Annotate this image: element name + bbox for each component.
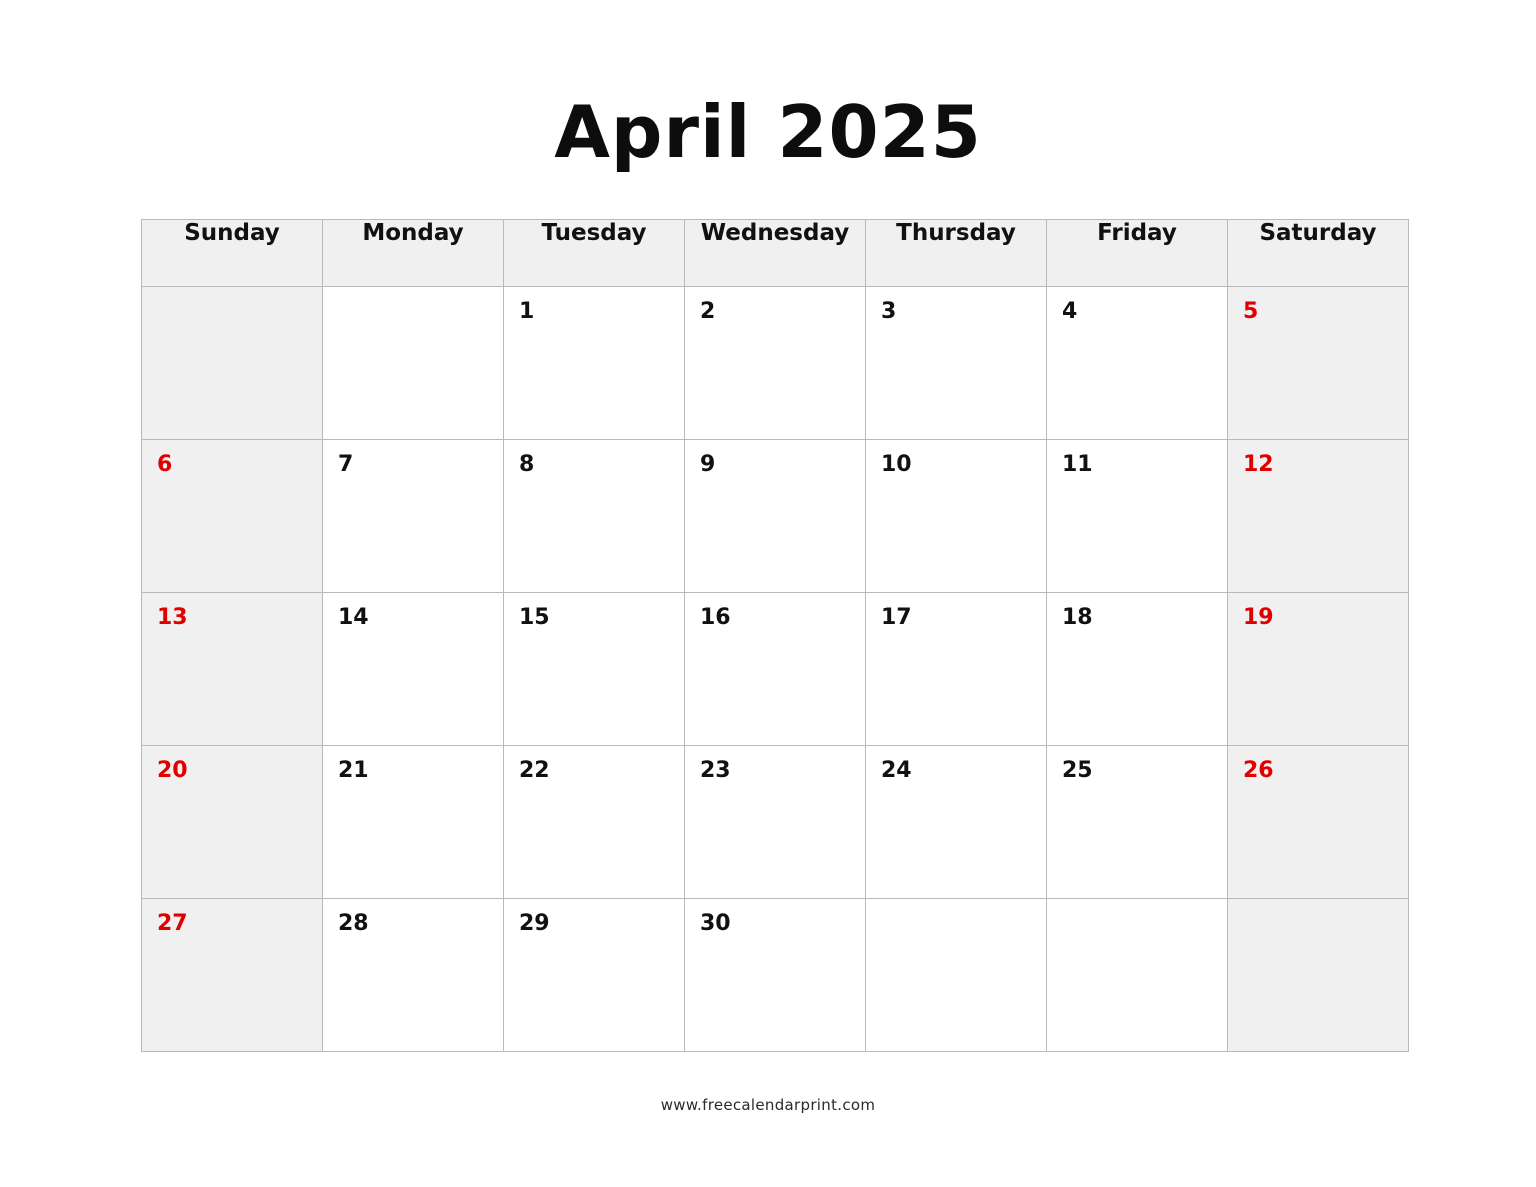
day-cell[interactable] (685, 440, 866, 593)
day-number: 25 (1062, 758, 1093, 783)
day-number: 6 (157, 452, 173, 477)
day-number: 22 (519, 758, 550, 783)
day-cell[interactable] (504, 593, 685, 746)
weekday-header-row (142, 220, 1409, 287)
day-number: 8 (519, 452, 535, 477)
weekday-header-saturday: Saturday (1228, 220, 1409, 287)
day-cell[interactable] (1047, 440, 1228, 593)
day-number: 30 (700, 911, 731, 936)
calendar-container (141, 219, 1409, 1052)
day-number: 27 (157, 911, 188, 936)
day-number: 5 (1243, 299, 1259, 324)
weekday-header-monday: Monday (323, 220, 504, 287)
day-cell[interactable] (323, 440, 504, 593)
day-cell[interactable] (685, 746, 866, 899)
weekday-header-sunday: Sunday (142, 220, 323, 287)
day-cell[interactable] (142, 593, 323, 746)
day-number: 14 (338, 605, 369, 630)
day-number: 7 (338, 452, 354, 477)
day-cell[interactable] (1228, 899, 1409, 1052)
day-cell[interactable] (504, 440, 685, 593)
footer-credit: www.freecalendarprint.com (660, 1096, 876, 1114)
day-cell[interactable] (1228, 440, 1409, 593)
day-cell[interactable] (1228, 593, 1409, 746)
day-number: 15 (519, 605, 550, 630)
day-cell[interactable] (1047, 593, 1228, 746)
day-number: 26 (1243, 758, 1274, 783)
day-number: 13 (157, 605, 188, 630)
day-cell[interactable] (866, 593, 1047, 746)
day-cell[interactable] (142, 440, 323, 593)
day-number: 23 (700, 758, 731, 783)
day-cell[interactable] (866, 746, 1047, 899)
weekday-header-tuesday: Tuesday (504, 220, 685, 287)
day-cell[interactable] (1047, 287, 1228, 440)
day-number: 4 (1062, 299, 1078, 324)
weekday-header-wednesday: Wednesday (685, 220, 866, 287)
day-number: 11 (1062, 452, 1093, 477)
day-number: 21 (338, 758, 369, 783)
day-cell[interactable] (504, 899, 685, 1052)
day-number: 12 (1243, 452, 1274, 477)
day-cell[interactable] (866, 899, 1047, 1052)
weekday-header-friday: Friday (1047, 220, 1228, 287)
day-number: 28 (338, 911, 369, 936)
week-row (142, 593, 1409, 746)
day-cell[interactable] (142, 899, 323, 1052)
day-cell[interactable] (504, 287, 685, 440)
day-cell[interactable] (323, 287, 504, 440)
day-cell[interactable] (142, 287, 323, 440)
day-cell[interactable] (866, 440, 1047, 593)
day-cell[interactable] (1228, 746, 1409, 899)
day-number: 18 (1062, 605, 1093, 630)
day-number: 20 (157, 758, 188, 783)
day-cell[interactable] (685, 899, 866, 1052)
day-cell[interactable] (685, 287, 866, 440)
week-row (142, 746, 1409, 899)
day-cell[interactable] (1047, 899, 1228, 1052)
day-cell[interactable] (142, 746, 323, 899)
day-number: 29 (519, 911, 550, 936)
day-cell[interactable] (504, 746, 685, 899)
day-cell[interactable] (323, 593, 504, 746)
day-number: 17 (881, 605, 912, 630)
day-number: 10 (881, 452, 912, 477)
weekday-header-thursday: Thursday (866, 220, 1047, 287)
month-grid (141, 219, 1409, 1052)
week-row (142, 899, 1409, 1052)
day-number: 1 (519, 299, 535, 324)
day-cell[interactable] (866, 287, 1047, 440)
day-number: 2 (700, 299, 716, 324)
page-title: April 2025 (554, 90, 982, 174)
day-number: 9 (700, 452, 716, 477)
day-number: 3 (881, 299, 897, 324)
week-row (142, 287, 1409, 440)
day-cell[interactable] (1228, 287, 1409, 440)
day-cell[interactable] (323, 899, 504, 1052)
day-cell[interactable] (323, 746, 504, 899)
day-number: 16 (700, 605, 731, 630)
day-cell[interactable] (685, 593, 866, 746)
day-number: 24 (881, 758, 912, 783)
day-number: 19 (1243, 605, 1274, 630)
week-row (142, 440, 1409, 593)
day-cell[interactable] (1047, 746, 1228, 899)
